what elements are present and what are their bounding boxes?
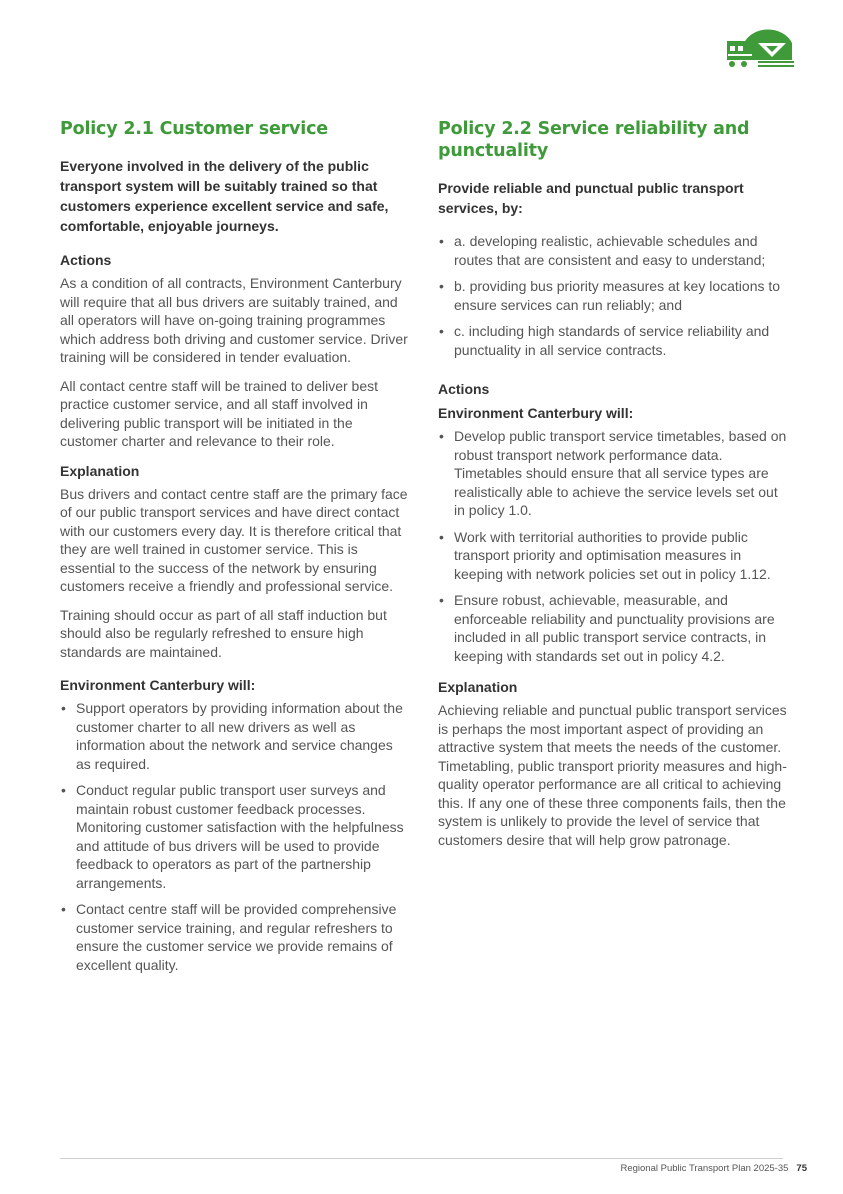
actions-paragraph: All contact centre staff will be trained to deliver best practice customer service, and all staff involved in delivering public transport will be initiated in the customer charter and relevance to their role. bbox=[60, 377, 379, 449]
actions-paragraph: As a condition of all contracts, Environment Canterbury will require that all bus drivers are suitably trained, and all operators will have on-going training programmes which address both driving and customer service. Driver training will be considered in tender evaluation. bbox=[60, 275, 408, 365]
ecan-will-heading: Environment Canterbury will: bbox=[60, 677, 256, 693]
list-item: • Contact centre staff will be provided comprehensive customer service training, and regular refreshers to ensure the customer service we provide remains of excellent quality. bbox=[60, 900, 410, 974]
ecan-will-list bbox=[60, 699, 410, 974]
explanation-paragraph: Bus drivers and contact centre staff are the primary face of our public transport services and have direct contact with our customers every day. It is therefore critical that they are well trained in customer service. This is essential to the success of the network by ensuring customers receive a friendly and professional service. bbox=[60, 485, 408, 594]
explanation-paragraph: Training should occur as part of all staff induction but should also be regularly refreshed to ensure high standards are maintained. bbox=[60, 606, 387, 660]
list-item: • Conduct regular public transport user surveys and maintain robust customer feedback processes. Monitoring customer satisfaction with the helpfulness and attitude of bus drivers will be used to provide feedback to operators as part of the partnership arrangements. bbox=[60, 781, 410, 892]
policy-2-2-list bbox=[438, 232, 790, 359]
ecan-will-list bbox=[438, 427, 790, 665]
explanation-heading: Explanation bbox=[438, 679, 518, 695]
policy-2-2-lead: Provide reliable and punctual public transport services, by: bbox=[438, 180, 744, 216]
page-footer bbox=[620, 1163, 807, 1174]
right-column bbox=[438, 118, 790, 859]
actions-heading: Actions bbox=[438, 381, 490, 397]
footer-doc-title: Regional Public Transport Plan 2025-35 bbox=[620, 1163, 789, 1174]
left-column bbox=[60, 118, 410, 986]
bus-network-logo-icon bbox=[722, 24, 796, 70]
footer-divider bbox=[60, 1158, 783, 1159]
page-number: 75 bbox=[796, 1163, 807, 1174]
policy-2-1-title: Policy 2.1 Customer service bbox=[60, 119, 328, 139]
explanation-heading: Explanation bbox=[60, 462, 140, 479]
list-item: • Support operators by providing information about the customer charter to all new drivers as well as information about the network and service changes as required. bbox=[60, 699, 410, 773]
list-item: • b. providing bus priority measures at key locations to ensure services can run reliably; and bbox=[438, 277, 790, 314]
list-item: • Develop public transport service timetables, based on robust transport network performance data. Timetables should ensure that all service types are realistically able to achieve the service levels set out in policy 1.0. bbox=[438, 427, 790, 520]
list-item: • a. developing realistic, achievable schedules and routes that are consistent and easy to understand; bbox=[438, 232, 790, 269]
ecan-will-heading: Environment Canterbury will: bbox=[438, 405, 634, 421]
list-item: • c. including high standards of service reliability and punctuality in all service contracts. bbox=[438, 322, 790, 359]
policy-2-1-lead: Everyone involved in the delivery of the public transport system will be suitably trained so that customers experience excellent service and safe, comfortable, enjoyable journeys. bbox=[60, 158, 389, 234]
policy-2-2-title: Policy 2.2 Service reliability and punctuality bbox=[438, 119, 750, 161]
explanation-paragraph: Achieving reliable and punctual public transport services is perhaps the most important aspect of providing an attractive system that meets the needs of the customer. Timetabling, public transport priority measures and high-quality operator performance are all critical to achieving this. If any one of these three components fails, then the system is unlikely to provide the level of service that customers desire that will help grow patronage. bbox=[438, 702, 787, 848]
list-item: • Work with territorial authorities to provide public transport priority and optimisation measures in keeping with network policies set out in policy 1.12. bbox=[438, 528, 790, 584]
actions-heading: Actions bbox=[60, 252, 112, 268]
list-item: • Ensure robust, achievable, measurable, and enforceable reliability and punctuality provisions are included in all public transport service contracts, in keeping with standards set out in policy 4.2. bbox=[438, 591, 790, 665]
